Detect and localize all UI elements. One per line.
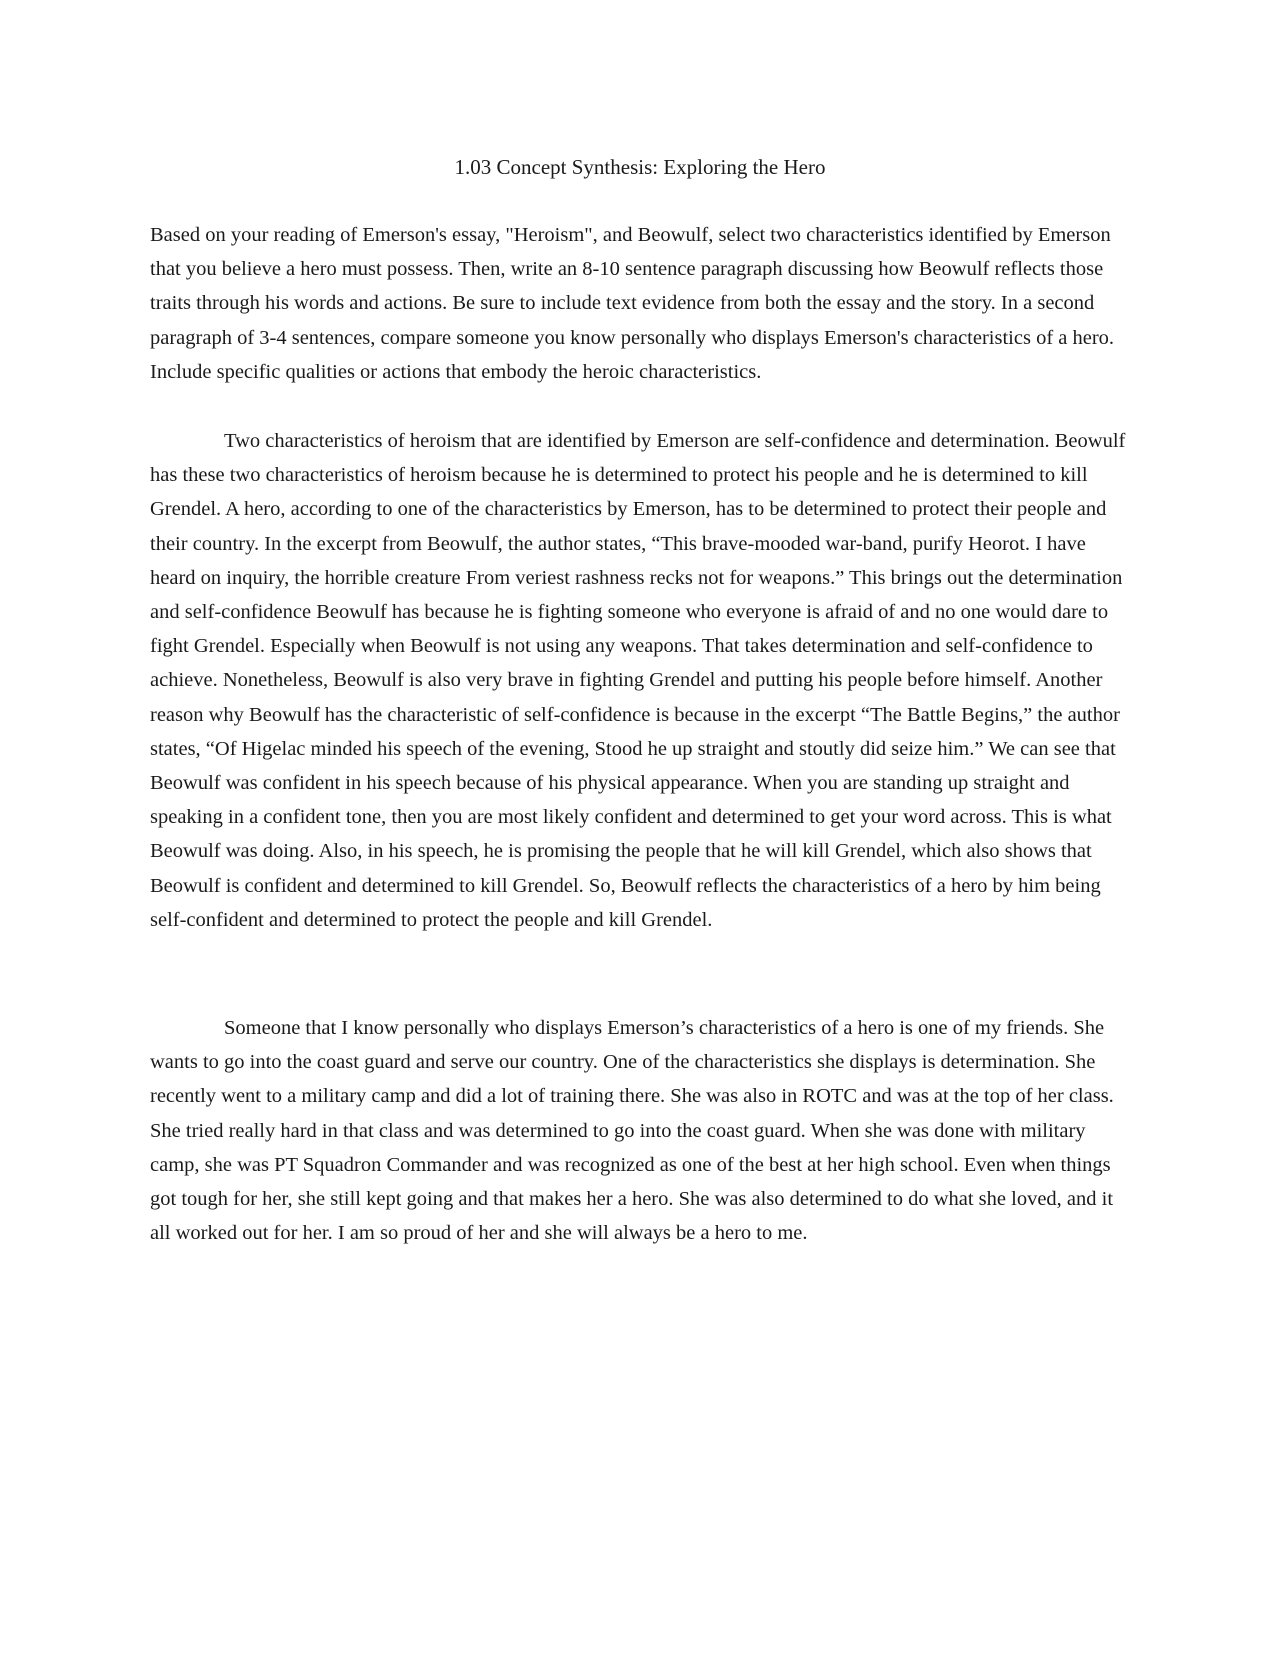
document-title: 1.03 Concept Synthesis: Exploring the Hero	[454, 155, 826, 179]
essay-paragraph-personal-hero: Someone that I know personally who displays Emerson’s characteristics of a hero is one of my friends. She wants to go into the coast guard and serve our country. One of the characteristics she displays is determination. She recently went to a military camp and did a lot of training there. She was also in ROTC and was at the top of her class. She tried really hard in that class and was determined to go into the coast guard. When she was done with military camp, she was PT Squadron Commander and was recognized as one of the best at her high school. Even when things got tough for her, she still kept going and that makes her a hero. She was also determined to do what she loved, and it all worked out for her. I am so proud of her and she will always be a hero to me.	[150, 1017, 1114, 1245]
essay-paragraph-beowulf: Two characteristics of heroism that are identified by Emerson are self-confidence and determination. Beowulf has these two characteristics of heroism because he is determined to protect his people and he is determined to kill Grendel. A hero, according to one of the characteristics by Emerson, has to be determined to protect their people and their country. In the excerpt from Beowulf, the author states, “This brave-mooded war-band, purify Heorot. I have heard on inquiry, the horrible creature From veriest rashness recks not for weapons.” This brings out the determination and self-confidence Beowulf has because he is fighting someone who everyone is afraid of and no one would dare to fight Grendel. Especially when Beowulf is not using any weapons. That takes determination and self-confidence to achieve. Nonetheless, Beowulf is also very brave in fighting Grendel and putting his people before himself. Another reason why Beowulf has the characteristic of self-confidence is because in the excerpt “The Battle Begins,” the author states, “Of Higelac minded his speech of the evening, Stood he up straight and stoutly did seize him.” We can see that Beowulf was confident in his speech because of his physical appearance. When you are standing up straight and speaking in a confident tone, then you are most likely confident and determined to get your word across. This is what Beowulf was doing. Also, in his speech, he is promising the people that he will kill Grendel, which also shows that Beowulf is confident and determined to kill Grendel. So, Beowulf reflects the characteristics of a hero by him being self-confident and determined to protect the people and kill Grendel.	[150, 430, 1126, 931]
assignment-prompt: Based on your reading of Emerson's essay, "Heroism", and Beowulf, select two characteristics identified by Emerson that you believe a hero must possess. Then, write an 8-10 sentence paragraph discussing how Beowulf reflects those traits through his words and actions. Be sure to include text evidence from both the essay and the story. In a second paragraph of 3-4 sentences, compare someone you know personally who displays Emerson's characteristics of a hero. Include specific qualities or actions that embody the heroic characteristics.	[150, 224, 1115, 383]
